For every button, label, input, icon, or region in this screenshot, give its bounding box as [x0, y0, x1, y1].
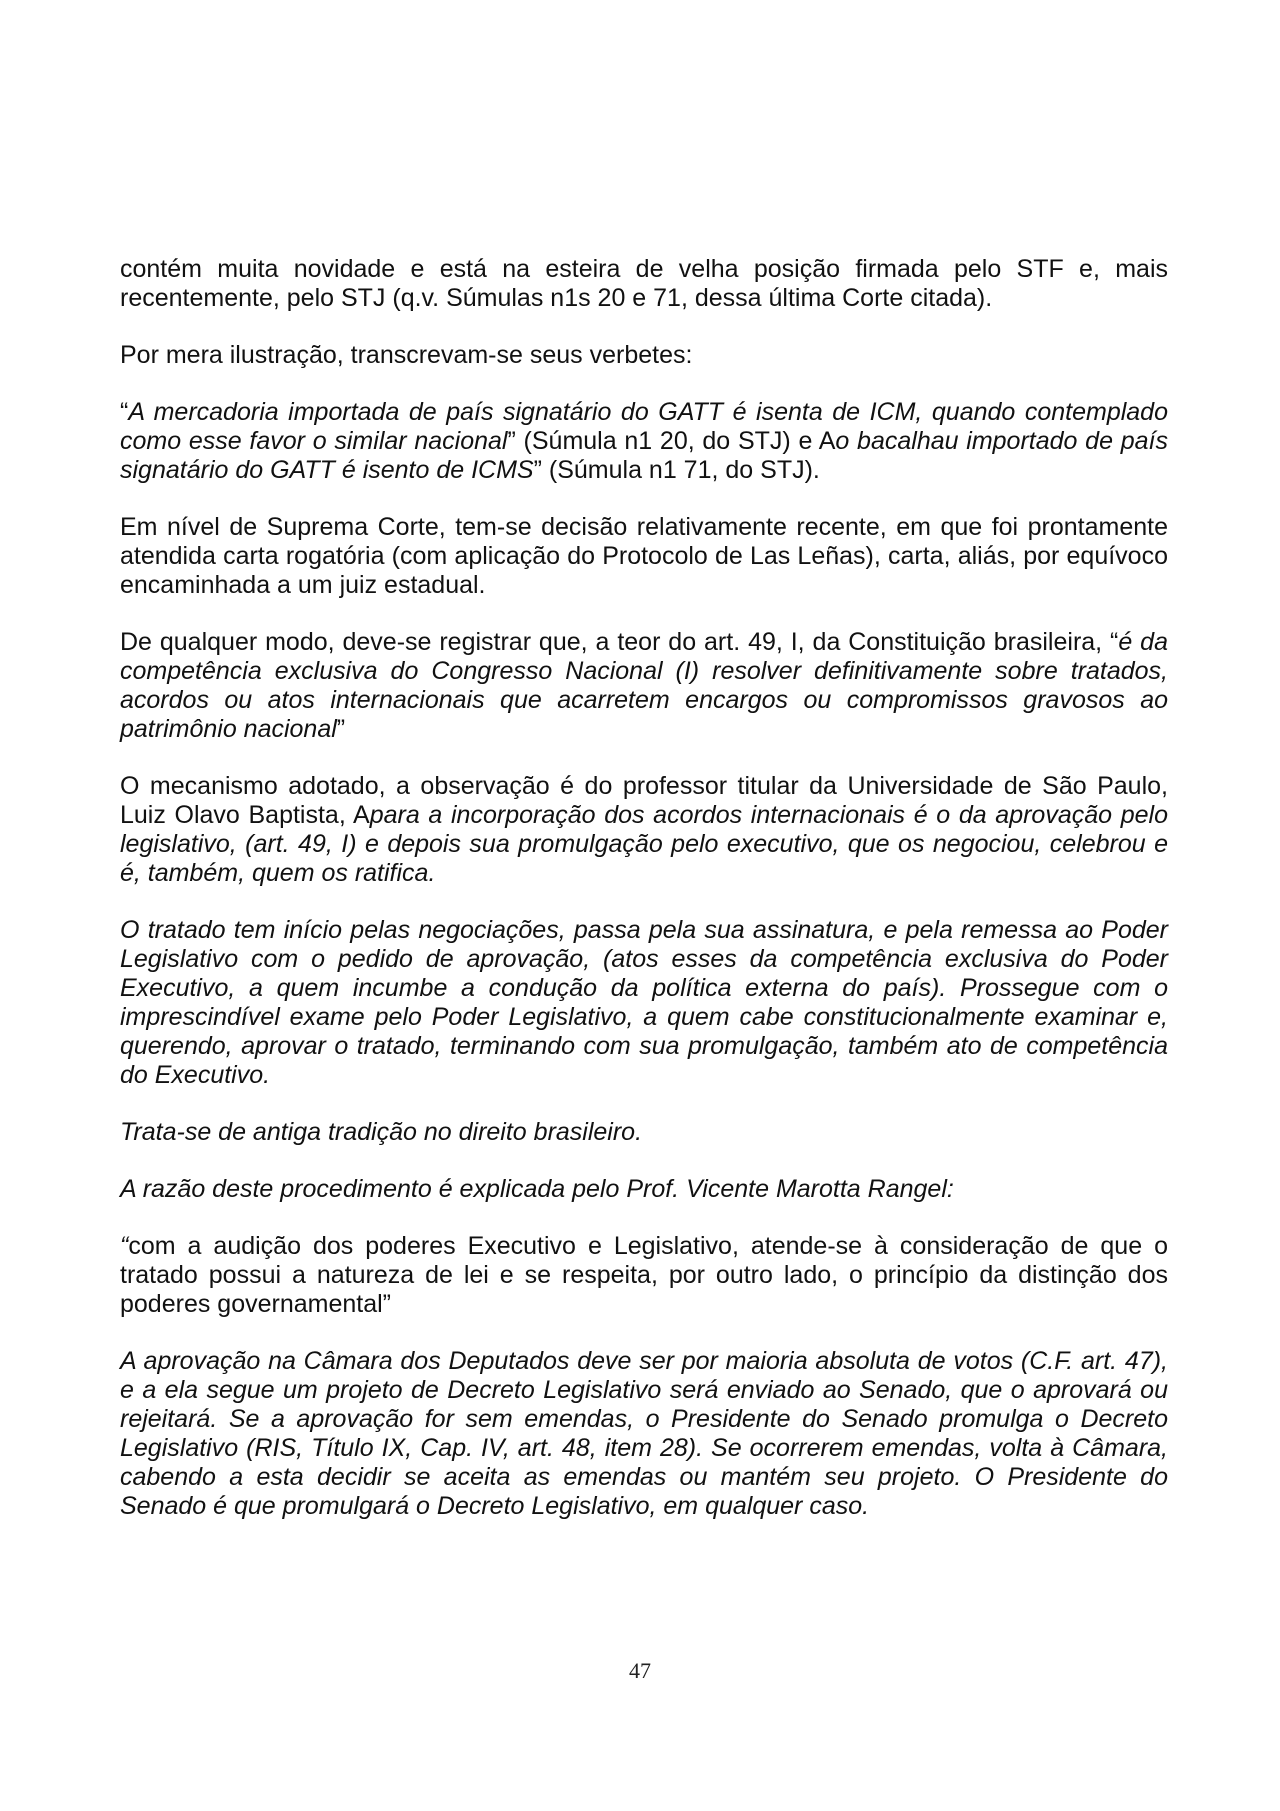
paragraph-tradicao — [120, 1118, 1168, 1147]
paragraph-lead: O mecanismo adotado, a observação é do professor titular da Universidade de São Paulo, Luiz Olavo Baptista, A — [120, 772, 1168, 829]
sumula-71-quote: o bacalhau importado de país signatário do GATT é isento de ICMS — [120, 427, 1168, 484]
paragraph-intro-verbetes — [120, 341, 1168, 370]
paragraph-text: A aprovação na Câmara dos Deputados deve ser por maioria absoluta de votos (C.F. art. 47), e a ela segue um projeto de Decreto Legislativo será enviado ao Senado, que o aprovará ou rejeitará. Se a aprovação for sem emendas, o Presidente do Senado promulga o Decreto Legislativo (RIS, Título IX, Cap. IV, art. 48, item 28). Se ocorrerem emendas, volta à Câmara, cabendo a esta decidir se aceita as emendas ou mantém seu projeto. O Presidente do Senado é que promulgará o Decreto Legislativo, em qualquer caso. — [120, 1347, 1168, 1520]
close-quote: ” — [336, 715, 346, 743]
page-number: 47 — [629, 1658, 651, 1683]
sumula-71-citation: ” (Súmula n1 71, do STJ). — [533, 456, 820, 484]
open-quote: “ — [120, 1232, 129, 1260]
paragraph-continuation — [120, 255, 1168, 313]
paragraph-lead: De qualquer modo, deve-se registrar que, a teor do art. 49, I, da Constituição brasileira, “ — [120, 628, 1119, 656]
paragraph-aprovacao-camara — [120, 1347, 1168, 1521]
paragraph-suprema-corte — [120, 513, 1168, 600]
open-quote: “ — [120, 398, 129, 426]
sumula-20-quote: A mercadoria importada de país signatário do GATT é isenta de ICM, quando contemplado como esse favor o similar nacional — [120, 398, 1168, 455]
paragraph-mecanismo — [120, 772, 1168, 888]
baptista-quote: para a incorporação dos acordos internacionais é o da aprovação pelo legislativo, (art. 49, I) e depois sua promulgação pelo executivo, que os negociou, celebrou e é, também, quem os ratifica. — [120, 801, 1168, 887]
paragraph-text: Trata-se de antiga tradição no direito brasileiro. — [120, 1118, 643, 1146]
paragraph-tratado-inicio — [120, 916, 1168, 1090]
constitution-quote: é da competência exclusiva do Congresso Nacional (I) resolver definitivamente sobre tratados, acordos ou atos internacionais que acarretem encargos ou compromissos gravosos ao patrimônio nacional — [120, 628, 1168, 743]
paragraph-text: A razão deste procedimento é explicada pelo Prof. Vicente Marotta Rangel: — [120, 1175, 954, 1203]
sumula-20-citation: ” (Súmula n1 20, do STJ) e A — [507, 427, 836, 455]
paragraph-text: O tratado tem início pelas negociações, passa pela sua assinatura, e pela remessa ao Poder Legislativo com o pedido de aprovação, (atos esses da competência exclusiva do Poder Executivo, a quem incumbe a condução da política externa do país). Prossegue com o imprescindível exame pelo Poder Legislativo, a quem cabe constitucionalmente examinar e, querendo, aprovar o tratado, terminando com sua promulgação, também ato de competência do Executivo. — [120, 916, 1168, 1089]
page-body — [120, 255, 1168, 1521]
paragraph-art-49 — [120, 628, 1168, 744]
paragraph-rangel-quote — [120, 1232, 1168, 1319]
paragraph-text: Em nível de Suprema Corte, tem-se decisão relativamente recente, em que foi prontamente atendida carta rogatória (com aplicação do Protocolo de Las Leñas), carta, aliás, por equívoco encaminhada a um juiz estadual. — [120, 513, 1168, 599]
paragraph-sumulas-quote — [120, 398, 1168, 485]
paragraph-text: Por mera ilustração, transcrevam-se seus verbetes: — [120, 341, 693, 369]
paragraph-text: contém muita novidade e está na esteira de velha posição firmada pelo STF e, mais recentemente, pelo STJ (q.v. Súmulas n1s 20 e 71, dessa última Corte citada). — [120, 255, 1168, 312]
paragraph-text: com a audição dos poderes Executivo e Legislativo, atende-se à consideração de que o tratado possui a natureza de lei e se respeita, por outro lado, o princípio da distinção dos poderes governamental” — [120, 1232, 1168, 1318]
paragraph-razao — [120, 1175, 1168, 1204]
